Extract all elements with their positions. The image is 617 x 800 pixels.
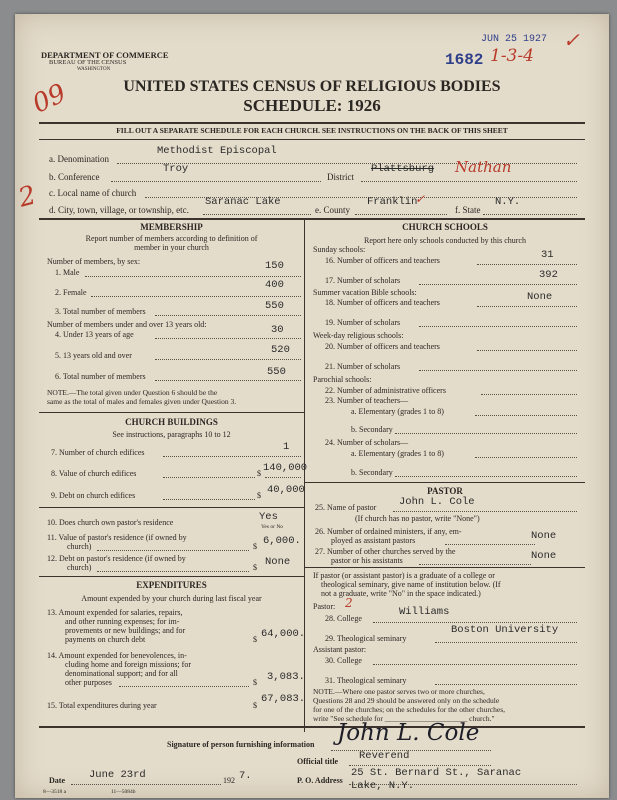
received-date-stamp: JUN 25 1927 bbox=[481, 34, 548, 45]
red-annotation-left: 2 bbox=[15, 180, 40, 214]
q13-label-4: payments on church debt bbox=[65, 635, 146, 644]
age-intro-label: Number of members under and over 13 years old: bbox=[47, 320, 207, 329]
city-label: d. City, town, village, or township, etc. bbox=[49, 205, 189, 215]
q31-label: 31. Theological seminary bbox=[325, 676, 407, 685]
q26-value: None bbox=[531, 530, 557, 542]
q25-value: John L. Cole bbox=[399, 496, 475, 508]
q14-label-3: denominational support; and for all bbox=[65, 669, 178, 678]
q6-label: 6. Total number of members bbox=[55, 372, 146, 381]
q23a-label: a. Elementary (grades 1 to 8) bbox=[351, 407, 444, 416]
signature-value: John L. Cole bbox=[337, 720, 480, 746]
q17-label: 17. Number of scholars bbox=[325, 276, 401, 285]
q9-value: 40,000 bbox=[267, 484, 305, 496]
conference-label: b. Conference bbox=[49, 172, 100, 182]
q22-label: 22. Number of administrative officers bbox=[325, 386, 446, 395]
state-label: f. State bbox=[455, 205, 481, 215]
membership-intro-1: Report number of members according to definition of bbox=[85, 234, 258, 243]
q6-value: 550 bbox=[267, 366, 286, 378]
q13-value: 64,000. bbox=[261, 628, 306, 640]
pastor-red-mark: 2 bbox=[345, 596, 353, 610]
city-value: Saranac Lake bbox=[205, 196, 281, 208]
q14-label-2: cluding home and foreign missions; for bbox=[65, 660, 191, 669]
q14-value: 3,083. bbox=[267, 671, 305, 683]
members-by-sex-label: Number of members, by sex: bbox=[47, 257, 141, 266]
denomination-label: a. Denomination bbox=[49, 154, 109, 164]
q8-value: 140,000 bbox=[263, 462, 308, 474]
date-value: June 23rd bbox=[89, 769, 146, 781]
q12-label-2: church) bbox=[67, 563, 92, 572]
date-label: Date bbox=[49, 776, 65, 785]
q18-label: 18. Number of officers and teachers bbox=[325, 298, 440, 307]
q20-label: 20. Number of officers and teachers bbox=[325, 342, 440, 351]
check-mark-top: ✓ bbox=[563, 28, 580, 52]
red-annotation-top: 09 bbox=[28, 78, 71, 120]
schedule-number-stamp: 1682 bbox=[445, 51, 484, 69]
q27-value: None bbox=[531, 550, 557, 562]
q11-label-1: 11. Value of pastor's residence (if owned by bbox=[47, 533, 187, 542]
district-value: Plattsburg bbox=[371, 163, 435, 175]
q25-note: (If church has no pastor, write "None") bbox=[355, 514, 480, 523]
q14-label-1: 14. Amount expended for benevolences, in- bbox=[47, 651, 187, 660]
q16-value: 31 bbox=[541, 249, 554, 261]
q10-value: Yes bbox=[259, 511, 278, 523]
q13-label-1: 13. Amount expended for salaries, repairs, bbox=[47, 608, 183, 617]
state-value: N.Y. bbox=[495, 196, 521, 208]
signature-label: Signature of person furnishing information bbox=[167, 740, 315, 749]
q26-label-2: ployed as assistant pastors bbox=[331, 536, 416, 545]
bureau-name: BUREAU OF THE CENSUS bbox=[49, 59, 127, 66]
q11-value: 6,000. bbox=[263, 535, 301, 547]
q15-value: 67,083. bbox=[261, 693, 306, 705]
form-title: UNITED STATES CENSUS OF RELIGIOUS BODIES bbox=[123, 78, 501, 95]
q4-value: 30 bbox=[271, 324, 284, 336]
q26-label-1: 26. Number of ordained ministers, if any, em- bbox=[315, 527, 462, 536]
grad-note-3: not a graduate, write "No" in the space indicated.) bbox=[321, 589, 481, 598]
q1-label: 1. Male bbox=[55, 268, 80, 277]
q16-label: 16. Number of officers and teachers bbox=[325, 256, 440, 265]
form-instruction: FILL OUT A SEPARATE SCHEDULE FOR EACH CHURCH. SEE INSTRUCTIONS ON THE BACK OF THIS SHEET bbox=[116, 126, 508, 135]
q11-dollar: $ bbox=[253, 542, 257, 551]
assistant-pastor-label: Assistant pastor: bbox=[313, 645, 367, 654]
q9-label: 9. Debt on church edifices bbox=[51, 491, 136, 500]
q24-label: 24. Number of scholars— bbox=[325, 438, 409, 447]
po-address-line1: 25 St. Bernard St., Saranac bbox=[351, 767, 522, 779]
yes-no-hint: Yes or No bbox=[261, 524, 284, 530]
q3-label: 3. Total number of members bbox=[55, 307, 146, 316]
form-code-2: 11—5084b bbox=[111, 789, 136, 795]
q17-value: 392 bbox=[539, 269, 558, 281]
q12-label-1: 12. Debt on pastor's residence (if owned by bbox=[47, 554, 186, 563]
q8-label: 8. Value of church edifices bbox=[51, 469, 137, 478]
q3-value: 550 bbox=[265, 300, 284, 312]
q4-label: 4. Under 13 years of age bbox=[55, 330, 134, 339]
q13-dollar: $ bbox=[253, 635, 257, 644]
grad-note-1: If pastor (or assistant pastor) is a graduate of a college or bbox=[313, 571, 495, 580]
buildings-title: CHURCH BUILDINGS bbox=[125, 417, 218, 427]
census-schedule-sheet bbox=[15, 14, 609, 798]
pastor-note-3: for one of the churches; on the schedules for the other churches, bbox=[313, 705, 506, 714]
q7-label: 7. Number of church edifices bbox=[51, 448, 145, 457]
q10-label: 10. Does church own pastor's residence bbox=[47, 518, 174, 527]
district-label: District bbox=[327, 172, 354, 182]
local-name-label: c. Local name of church bbox=[49, 188, 137, 198]
q25-label: 25. Name of pastor bbox=[315, 503, 377, 512]
q13-label-2: and other running expenses; for im- bbox=[65, 617, 180, 626]
pastor-note-2: Questions 28 and 29 should be answered only on the schedule bbox=[313, 696, 500, 705]
q18-value: None bbox=[527, 291, 553, 303]
sunday-schools-label: Sunday schools: bbox=[313, 245, 366, 254]
q14-label-4: other purposes bbox=[65, 678, 112, 687]
form-code: 8—3518 a bbox=[43, 789, 67, 795]
buildings-sub: See instructions, paragraphs 10 to 12 bbox=[112, 430, 231, 439]
q28-label: 28. College bbox=[325, 614, 362, 623]
weekday-schools-label: Week-day religious schools: bbox=[313, 331, 404, 340]
q5-label: 5. 13 years old and over bbox=[55, 351, 132, 360]
q2-label: 2. Female bbox=[55, 288, 87, 297]
county-value: Franklin bbox=[367, 196, 418, 208]
q29-value: Boston University bbox=[451, 624, 559, 636]
q19-label: 19. Number of scholars bbox=[325, 318, 401, 327]
membership-note-2: same as the total of males and females given under Question 3. bbox=[47, 397, 237, 406]
q7-value: 1 bbox=[283, 441, 290, 453]
q15-label: 15. Total expenditures during year bbox=[47, 701, 157, 710]
district-handwritten: Nathan bbox=[455, 158, 512, 176]
membership-note-1: NOTE.—The total given under Question 6 should be the bbox=[47, 388, 218, 397]
county-red-check: ✓ bbox=[415, 192, 426, 206]
q30-label: 30. College bbox=[325, 656, 362, 665]
q23b-label: b. Secondary bbox=[351, 425, 393, 434]
q12-dollar: $ bbox=[253, 563, 257, 572]
q2-value: 400 bbox=[265, 279, 284, 291]
expenditures-title: EXPENDITURES bbox=[136, 580, 207, 590]
year-prefix: 192 bbox=[223, 776, 235, 785]
q27-label-2: pastor or his assistants bbox=[331, 556, 403, 565]
schools-intro: Report here only schools conducted by this church bbox=[364, 236, 526, 245]
handwritten-code: 1-3-4 bbox=[490, 46, 534, 66]
q24b-label: b. Secondary bbox=[351, 468, 393, 477]
q27-label-1: 27. Number of other churches served by the bbox=[315, 547, 456, 556]
membership-title: MEMBERSHIP bbox=[140, 222, 203, 232]
department-name: DEPARTMENT OF COMMERCE bbox=[41, 50, 169, 60]
official-title-value: Reverend bbox=[359, 750, 410, 762]
pastor-sub-label: Pastor: bbox=[313, 602, 336, 611]
q28-value: Williams bbox=[399, 606, 450, 618]
q11-label-2: church) bbox=[67, 542, 92, 551]
q13-label-3: provements or new buildings; and for bbox=[65, 626, 186, 635]
pastor-note-1: NOTE.—Where one pastor serves two or more churches, bbox=[313, 687, 485, 696]
pastor-title: PASTOR bbox=[427, 486, 463, 496]
schedule-title: SCHEDULE: 1926 bbox=[243, 96, 381, 115]
year-digit: 7. bbox=[239, 770, 252, 782]
denomination-value: Methodist Episcopal bbox=[157, 145, 277, 157]
q5-value: 520 bbox=[271, 344, 290, 356]
bureau-city: WASHINGTON bbox=[77, 67, 111, 72]
expenditures-sub: Amount expended by your church during last fiscal year bbox=[81, 594, 262, 603]
q1-value: 150 bbox=[265, 260, 284, 272]
q21-label: 21. Number of scholars bbox=[325, 362, 401, 371]
pastor-note-4: write "See schedule for ______________________ church." bbox=[313, 714, 495, 723]
parochial-schools-label: Parochial schools: bbox=[313, 375, 372, 384]
grad-note-2: theological seminary, give name of institution below. (If bbox=[321, 580, 501, 589]
membership-intro-2: member in your church bbox=[134, 243, 209, 252]
q29-label: 29. Theological seminary bbox=[325, 634, 407, 643]
summer-schools-label: Summer vacation Bible schools: bbox=[313, 288, 417, 297]
po-address-label: P. O. Address bbox=[297, 776, 343, 785]
county-label: e. County bbox=[315, 205, 350, 215]
q15-dollar: $ bbox=[253, 701, 257, 710]
schools-title: CHURCH SCHOOLS bbox=[402, 222, 488, 232]
conference-value: Troy bbox=[163, 163, 189, 175]
q14-dollar: $ bbox=[253, 678, 257, 687]
po-address-line2: Lake, N.Y. bbox=[351, 780, 415, 792]
q9-dollar: $ bbox=[257, 491, 261, 500]
q24a-label: a. Elementary (grades 1 to 8) bbox=[351, 449, 444, 458]
q23-label: 23. Number of teachers— bbox=[325, 396, 409, 405]
q8-dollar: $ bbox=[257, 469, 261, 478]
q12-value: None bbox=[265, 556, 291, 568]
official-title-label: Official title bbox=[297, 757, 339, 766]
